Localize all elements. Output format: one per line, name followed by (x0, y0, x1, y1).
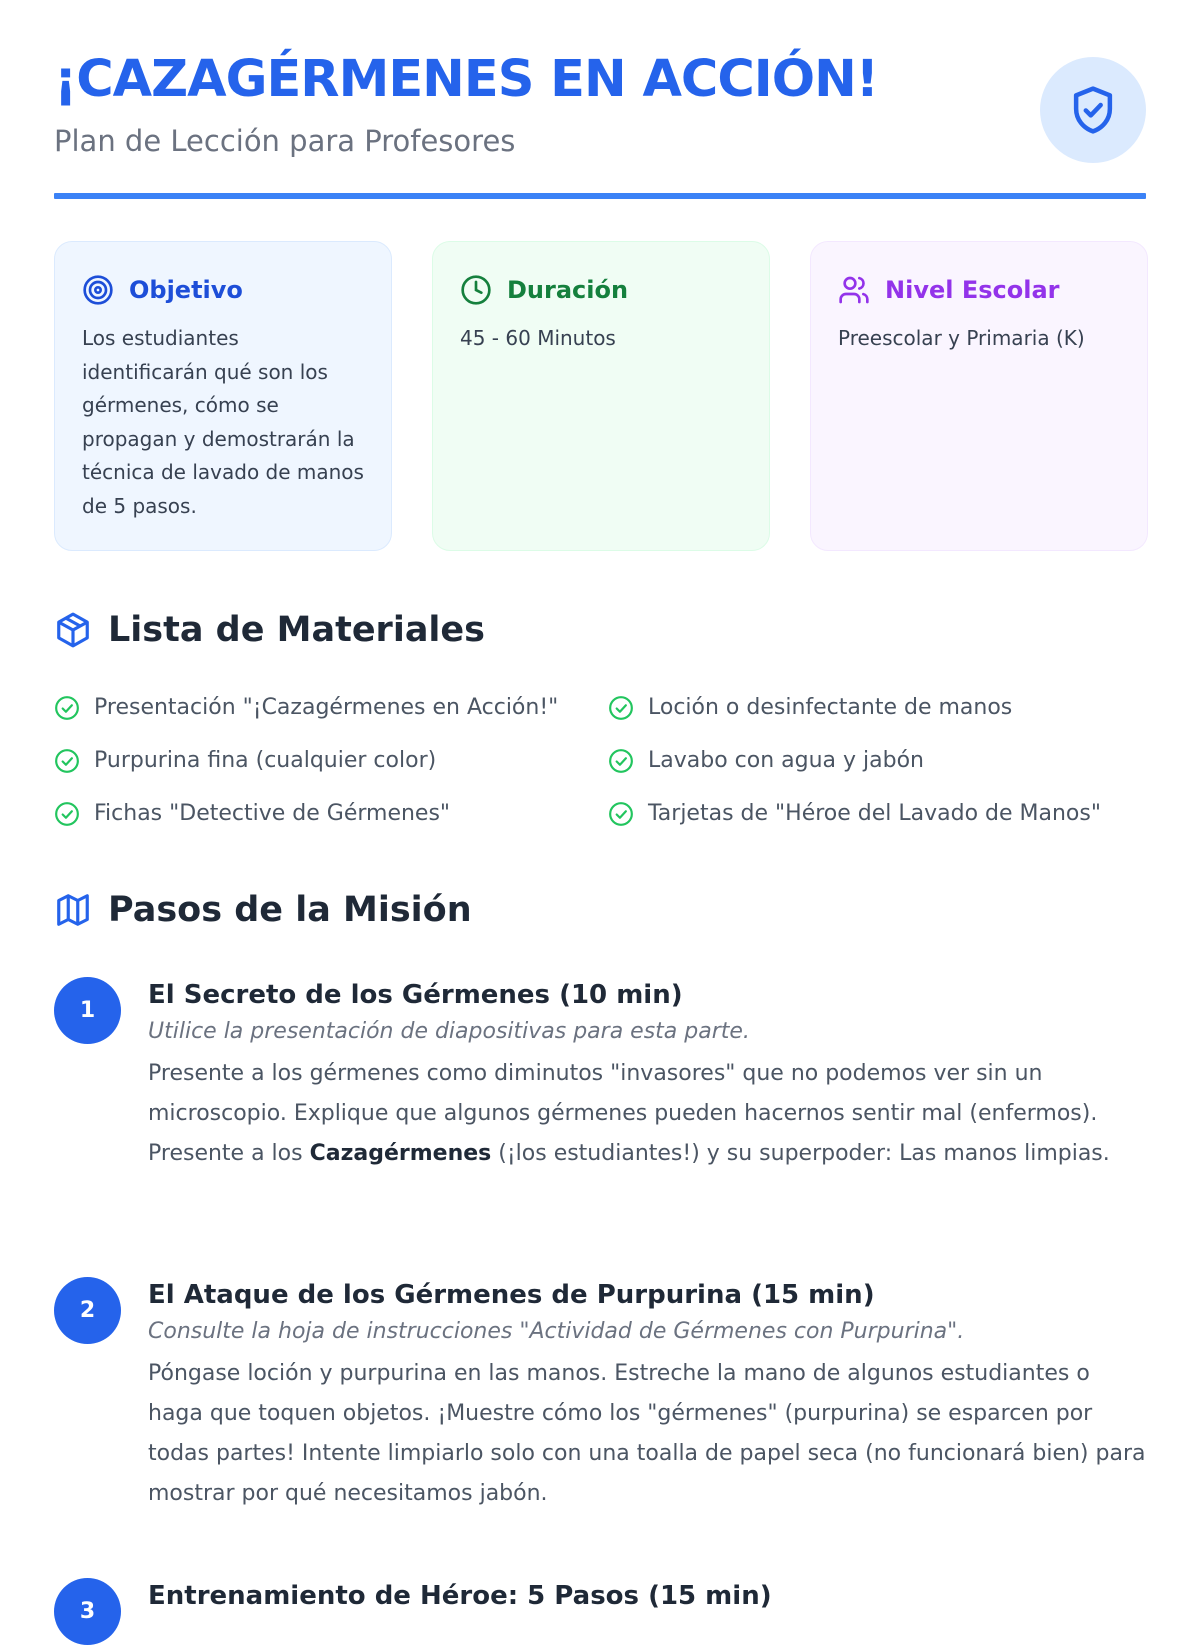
material-label: Loción o desinfectante de manos (648, 695, 1013, 720)
material-label: Fichas "Detective de Gérmenes" (94, 801, 451, 826)
grade-level-card (810, 241, 1148, 551)
info-cards (54, 241, 1148, 551)
step-note: Utilice la presentación de diapositivas para esta parte. (148, 1019, 750, 1044)
grade-level-card-text: Preescolar y Primaria (K) (838, 326, 1085, 350)
duration-card-header (460, 272, 742, 308)
grade-level-card-title: Nivel Escolar (885, 276, 1060, 304)
box-icon (54, 610, 94, 650)
steps-title: Pasos de la Misión (108, 890, 472, 930)
shield-check-icon (1066, 83, 1120, 137)
objective-card (54, 241, 392, 551)
list-item (608, 681, 1154, 734)
grade-level-card-header (838, 272, 1120, 308)
material-label: Purpurina fina (cualquier color) (94, 748, 437, 773)
duration-card-text: 45 - 60 Minutos (460, 326, 616, 350)
check-circle-icon (608, 695, 634, 721)
target-icon (82, 273, 116, 307)
step-text-part: Presente a los gérmenes como diminutos "invasores" que no podemos ver sin un microscopio. Explique que algunos gérmenes pueden hacernos sentir mal (enfermos). Presente a los (148, 1061, 1098, 1166)
list-item (54, 681, 608, 734)
objective-card-title: Objetivo (129, 276, 243, 304)
step-content (148, 1578, 1148, 1614)
step-number-badge: 1 (54, 977, 121, 1044)
page-title: ¡CAZAGÉRMENES EN ACCIÓN! (54, 50, 879, 109)
check-circle-icon (54, 748, 80, 774)
material-label: Presentación "¡Cazagérmenes en Acción!" (94, 695, 559, 720)
list-item (608, 787, 1154, 840)
header (54, 0, 1146, 200)
duration-card-title: Duración (507, 276, 629, 304)
step-content (148, 977, 1148, 1174)
check-circle-icon (54, 695, 80, 721)
materials-list (54, 681, 1154, 840)
material-label: Tarjetas de "Héroe del Lavado de Manos" (648, 801, 1101, 826)
check-circle-icon (608, 801, 634, 827)
list-item (54, 734, 608, 787)
map-icon (54, 890, 94, 930)
material-label: Lavabo con agua y jabón (648, 748, 924, 773)
materials-heading (54, 610, 485, 650)
step-title: El Secreto de los Gérmenes (10 min) (148, 980, 683, 1010)
step-description (148, 1054, 1148, 1174)
page-subtitle: Plan de Lección para Profesores (54, 124, 516, 158)
objective-card-header (82, 272, 364, 308)
check-circle-icon (608, 748, 634, 774)
step-text-part: (¡los estudiantes!) y su superpoder: Las manos limpias. (491, 1141, 1110, 1166)
step-text-bold: Cazagérmenes (309, 1141, 492, 1166)
objective-card-text: Los estudiantes identificarán qué son los gérmenes, cómo se propagan y demostrarán la técnica de lavado de manos de 5 pasos. (82, 326, 364, 518)
step-title: Entrenamiento de Héroe: 5 Pasos (15 min) (148, 1581, 772, 1611)
check-circle-icon (54, 801, 80, 827)
list-item (54, 787, 608, 840)
shield-badge (1040, 57, 1146, 163)
steps-heading (54, 890, 472, 930)
step-title: El Ataque de los Gérmenes de Purpurina (15 min) (148, 1280, 875, 1310)
list-item (608, 734, 1154, 787)
step-description: Póngase loción y purpurina en las manos. Estreche la mano de algunos estudiantes o haga que toquen objetos. ¡Muestre cómo los "gérmenes" (purpurina) se esparcen por todas partes! Intente limpiarlo solo con una toalla de papel seca (no funcionará bien) para mostrar por qué necesitamos jabón. (148, 1361, 1146, 1506)
step-note: Consulte la hoja de instrucciones "Actividad de Gérmenes con Purpurina". (148, 1319, 965, 1344)
step-content (148, 1277, 1148, 1514)
users-icon (838, 273, 872, 307)
step-number-badge: 2 (54, 1277, 121, 1344)
materials-title: Lista de Materiales (108, 610, 486, 650)
clock-icon (460, 273, 494, 307)
step-number-badge: 3 (54, 1578, 121, 1645)
header-divider (54, 193, 1146, 199)
duration-card (432, 241, 770, 551)
